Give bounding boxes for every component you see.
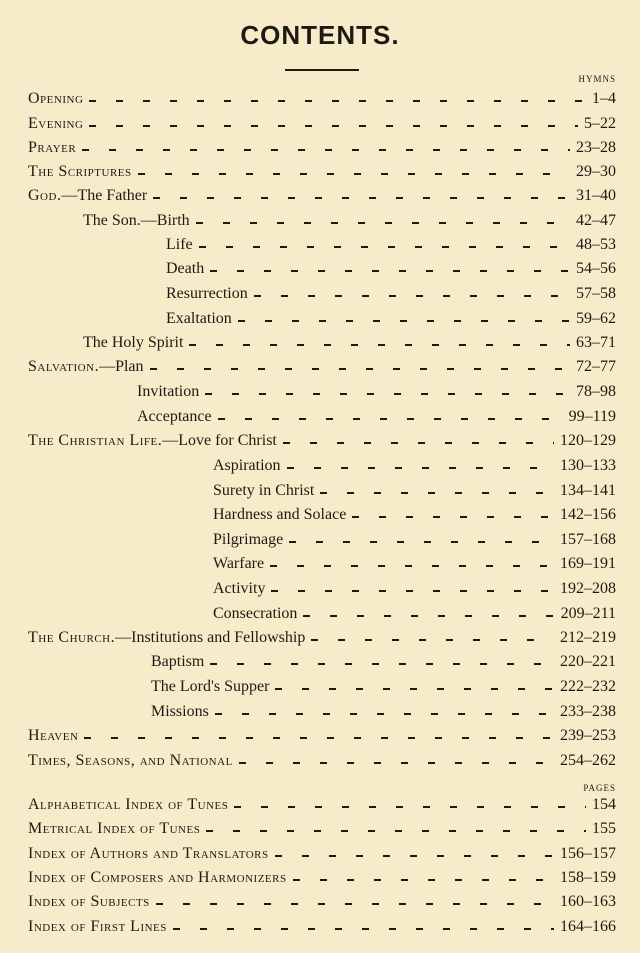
dot-leader <box>234 794 586 816</box>
toc-entry-hymns: 72–77 <box>576 358 616 375</box>
dot-leader <box>153 185 570 207</box>
toc-entry-label: Opening <box>28 90 84 107</box>
toc-entry-label: Death <box>166 260 205 277</box>
toc-section-name: The Christian Life. <box>28 432 163 449</box>
dot-leader <box>189 332 570 354</box>
toc-entry-label: Exaltation <box>166 310 232 327</box>
toc-entry-index-subjects <box>28 891 616 913</box>
toc-section-name: God. <box>28 187 62 204</box>
toc-entry-god-the-father <box>28 185 616 207</box>
toc-entry-hymns: 99–119 <box>568 408 616 425</box>
dot-leader <box>254 283 570 305</box>
toc-entry-hymns: 220–221 <box>560 653 616 670</box>
dot-leader <box>150 356 570 378</box>
toc-entry-the-holy-spirit <box>83 332 616 354</box>
toc-entry-label: The Son.—Birth <box>83 212 190 229</box>
toc-entry-label: Index of Subjects <box>28 893 150 910</box>
toc-entry-surety-in-christ <box>213 480 616 502</box>
toc-section-name: Salvation. <box>28 358 100 375</box>
toc-entry-label: Acceptance <box>137 408 212 425</box>
toc-entry-label: Activity <box>213 580 266 597</box>
toc-entry-lords-supper <box>151 676 616 698</box>
toc-entry-hymns: 59–62 <box>576 310 616 327</box>
toc-entry-hymns: 54–56 <box>576 260 616 277</box>
dot-leader <box>84 725 554 747</box>
dot-leader <box>270 553 554 575</box>
toc-entry-consecration <box>213 603 616 625</box>
toc-entry-index-first-lines <box>28 916 616 938</box>
toc-entry-label: Resurrection <box>166 285 248 302</box>
toc-section-name: The Church. <box>28 629 116 646</box>
toc-entry-hymns: 120–129 <box>560 432 616 449</box>
title-rule <box>285 69 359 71</box>
toc-entry-label: Evening <box>28 115 84 132</box>
dot-leader <box>89 113 578 135</box>
toc-entry-hymns: 169–191 <box>560 555 616 572</box>
toc-entry-hymns: 130–133 <box>560 457 616 474</box>
toc-entry-hymns: 222–232 <box>560 678 616 695</box>
toc-entry-label: Index of Authors and Translators <box>28 845 269 862</box>
toc-entry-prayer <box>28 137 616 159</box>
toc-subsection-name: —Plan <box>99 358 144 375</box>
dot-leader <box>275 843 554 865</box>
toc-entry-hymns: 1–4 <box>592 90 616 107</box>
toc-entry-hymns: 142–156 <box>560 506 616 523</box>
dot-leader <box>199 234 570 256</box>
toc-entry-evening <box>28 113 616 135</box>
toc-entry-label: Metrical Index of Tunes <box>28 820 201 837</box>
dot-leader <box>218 406 563 428</box>
toc-subsection-name: —Institutions and Fellowship <box>115 629 306 646</box>
toc-entry-hymns: 5–22 <box>584 115 616 132</box>
dot-leader <box>287 455 554 477</box>
toc-entry-hymns: 239–253 <box>560 727 616 744</box>
toc-entry-label <box>28 627 311 649</box>
toc-entry-hymns: 63–71 <box>576 334 616 351</box>
toc-entry-death <box>166 258 616 280</box>
toc-entry-hymns: 192–208 <box>560 580 616 597</box>
dot-leader <box>173 916 554 938</box>
dot-leader <box>352 504 554 526</box>
dot-leader <box>156 891 554 913</box>
toc-entry-resurrection <box>166 283 616 305</box>
toc-entry-label: The Holy Spirit <box>83 334 184 351</box>
toc-entry-hymns: 209–211 <box>560 605 616 622</box>
toc-entry-label: The Lord's Supper <box>151 678 270 695</box>
dot-leader <box>238 308 570 330</box>
dot-leader <box>275 676 554 698</box>
toc-entry-hymns: 254–262 <box>560 752 616 769</box>
toc-entry-missions <box>151 701 616 723</box>
toc-entry-activity <box>213 578 616 600</box>
toc-entry-the-scriptures <box>28 161 616 183</box>
toc-entry-heaven <box>28 725 616 747</box>
dot-leader <box>196 210 570 232</box>
toc-entry-hardness-and-solace <box>213 504 616 526</box>
toc-entry-pages: 158–159 <box>560 869 616 886</box>
toc-entry-label: Prayer <box>28 139 77 156</box>
toc-entry-hymns: 48–53 <box>576 236 616 253</box>
dot-leader <box>210 258 570 280</box>
toc-subsection-name: —Love for Christ <box>162 432 277 449</box>
dot-leader <box>215 701 554 723</box>
toc-entry-pages: 156–157 <box>560 845 616 862</box>
dot-leader <box>311 627 554 649</box>
toc-entry-label: Baptism <box>151 653 205 670</box>
toc-entry-life <box>166 234 616 256</box>
toc-entry-alphabetical-index-tunes <box>28 794 616 816</box>
dot-leader <box>271 578 554 600</box>
toc-entry-label: Alphabetical Index of Tunes <box>28 796 229 813</box>
toc-entry-hymns: 157–168 <box>560 531 616 548</box>
toc-entry-label <box>28 430 283 452</box>
toc-entry-pages: 155 <box>592 820 616 837</box>
page-title: CONTENTS. <box>240 20 400 50</box>
toc-entry-salvation-plan <box>28 356 616 378</box>
toc-entry-the-son-birth <box>83 210 616 232</box>
dot-leader <box>320 480 554 502</box>
dot-leader <box>283 430 554 452</box>
toc-entry-label: The Scriptures <box>28 163 132 180</box>
toc-entry-label: Times, Seasons, and National <box>28 752 233 769</box>
toc-entry-label: Heaven <box>28 727 79 744</box>
toc-entry-baptism <box>151 651 616 673</box>
toc-entry-label: Warfare <box>213 555 265 572</box>
toc-entry-pages: 160–163 <box>560 893 616 910</box>
toc-entry-label: Life <box>166 236 193 253</box>
toc-entry-label: Consecration <box>213 605 298 622</box>
dot-leader <box>303 603 554 625</box>
toc-entry-metrical-index-tunes <box>28 818 616 840</box>
toc-entry-index-authors-translators <box>28 843 616 865</box>
toc-entry-label: Pilgrimage <box>213 531 284 548</box>
toc-entry-hymns: 42–47 <box>576 212 616 229</box>
toc-entry-label: Index of First Lines <box>28 918 167 935</box>
toc-entry-hymns: 31–40 <box>576 187 616 204</box>
toc-entry-opening <box>28 88 616 110</box>
toc-entry-hymns: 57–58 <box>576 285 616 302</box>
toc-entry-hymns: 29–30 <box>576 163 616 180</box>
toc-entry-christian-life-love <box>28 430 616 452</box>
dot-leader <box>239 750 554 772</box>
dot-leader <box>82 137 570 159</box>
dot-leader <box>293 867 554 889</box>
toc-entry-hymns: 134–141 <box>560 482 616 499</box>
toc-entry-pages: 154 <box>592 796 616 813</box>
toc-entry-label: Surety in Christ <box>213 482 315 499</box>
toc-entry-hymns: 78–98 <box>576 383 616 400</box>
toc-entry-warfare <box>213 553 616 575</box>
toc-entry-index-composers-harmonizers <box>28 867 616 889</box>
toc-entry-label <box>28 185 153 207</box>
toc-entry-acceptance <box>137 406 616 428</box>
toc-subsection-name: —The Father <box>61 187 148 204</box>
hymns-column-header: HYMNS <box>578 74 616 84</box>
toc-entry-church-institutions <box>28 627 616 649</box>
toc-entry-hymns: 23–28 <box>576 139 616 156</box>
toc-entry-exaltation <box>166 308 616 330</box>
toc-entry-hymns: 212–219 <box>560 629 616 646</box>
toc-entry-times-seasons-national <box>28 750 616 772</box>
dot-leader <box>206 818 586 840</box>
toc-entry-aspiration <box>213 455 616 477</box>
dot-leader <box>89 88 586 110</box>
dot-leader <box>205 381 570 403</box>
toc-entry-pages: 164–166 <box>560 918 616 935</box>
toc-entry-label: Hardness and Solace <box>213 506 347 523</box>
toc-entry-label <box>28 356 150 378</box>
dot-leader <box>210 651 554 673</box>
pages-column-header: PAGES <box>583 783 616 793</box>
toc-entry-hymns: 233–238 <box>560 703 616 720</box>
toc-entry-label: Missions <box>151 703 209 720</box>
toc-entry-label: Invitation <box>137 383 200 400</box>
dot-leader <box>138 161 570 183</box>
toc-entry-invitation <box>137 381 616 403</box>
toc-entry-label: Index of Composers and Harmonizers <box>28 869 287 886</box>
dot-leader <box>289 529 554 551</box>
toc-entry-label: Aspiration <box>213 457 281 474</box>
toc-entry-pilgrimage <box>213 529 616 551</box>
